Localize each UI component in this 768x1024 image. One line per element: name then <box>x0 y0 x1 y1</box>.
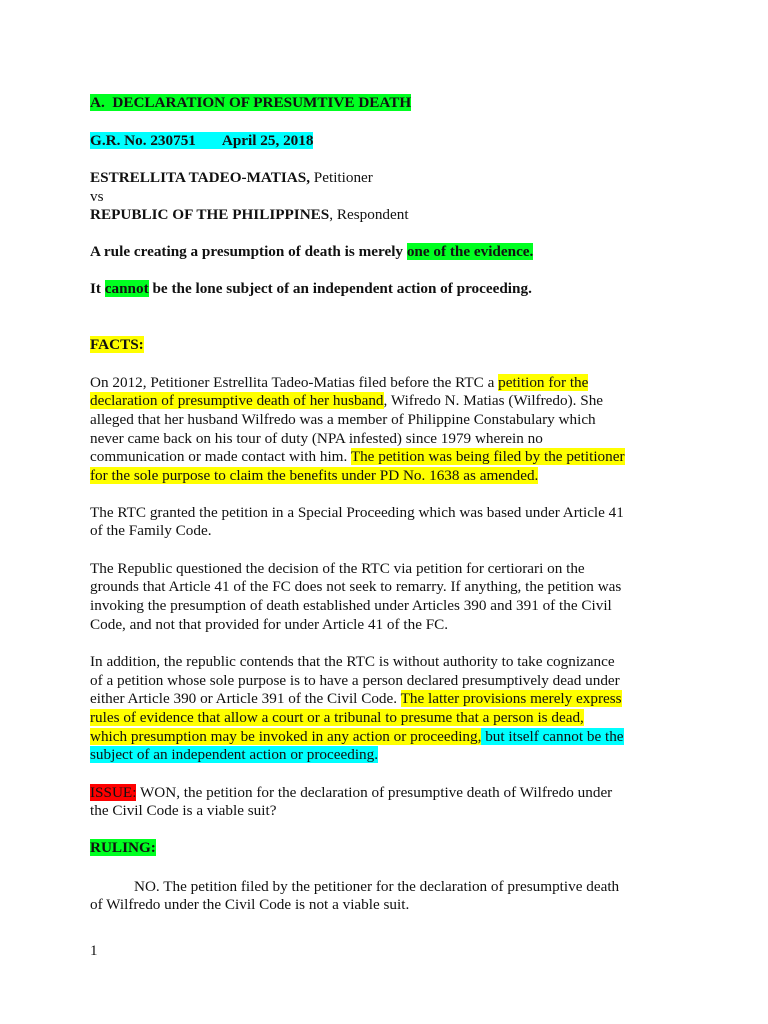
rule-statement-2: It cannot be the lone subject of an independent action of proceeding. <box>90 280 532 297</box>
respondent-line <box>90 205 409 224</box>
respondent-name: REPUBLIC OF THE PHILIPPINES <box>90 206 330 223</box>
ruling-heading: RULING: <box>90 839 156 856</box>
petitioner-name: ESTRELLITA TADEO-MATIAS, <box>90 169 310 186</box>
petitioner-role: Petitioner <box>310 169 373 186</box>
rule-highlight-cannot: cannot <box>104 280 149 297</box>
section-title <box>90 93 411 112</box>
rule-highlight-evidence: one of the evidence. <box>406 243 534 260</box>
rule-statement-1: A rule creating a presumption of death is merely one of the evidence. <box>90 243 534 260</box>
respondent-role: , Respondent <box>329 206 409 223</box>
section-title-highlight: A. DECLARATION OF PRESUMTIVE DEATH <box>90 94 412 111</box>
facts-heading: FACTS: <box>90 336 144 353</box>
page-number: 1 <box>90 943 98 959</box>
document-page: A. DECLARATION OF PRESUMTIVE DEATH G.R. No. 230751 April 25, 2018 ESTRELLITA TADEO-MATIAS, Petitioner vs REPUBLIC OF THE PHILIPPINES, Respondent A rule creating a presumption of death is merely one of the evidence. It cannot be the lone subject of an independent action of proceeding. FACTS: On 2012, Petitioner Estrellita Tadeo-Matias filed before the RTC a petition for the declaration of presumptive death of her husband, Wifredo N. Matias (Wilfredo). She alleged that her husband Wilfredo was a member of Philippine Constabulary which never came back on his tour of duty (NPA infested) since 1979 wherein no communication or made contact with him. The petition was being filed by the petitioner for the sole purpose to claim the benefits under PD No. 1638 as amended. The RTC granted the petition in a Special Proceeding which was based under Article 41 of the Family Code. The Republic questioned the decision of the RTC via petition for certiorari on the grounds that Article 41 of the FC does not seek to remarry. If anything, the petition was invoking the presumption of death established under Articles 390 and 391 of the Civil Code, and not that provided for under Article 41 of the FC. In addition, the republic contends that the RTC is without authority to take cognizance of a petition whose sole purpose is to have a person declared presumptively dead under either Article 390 or Article 391 of the Civil Code. The latter provisions merely express rules of evidence that allow a court or a tribunal to presume that a person is dead, which presumption may be invoked in any action or proceeding, but itself cannot be the subject of an independent action or proceeding. ISSUE: WON, the petition for the declaration of presumptive death of Wilfredo under the Civil Code is a viable suit? RULING: NO. The petition filed by the petitioner for the declaration of presumptive death of Wilfredo under the Civil Code is not a viable suit. 1 <box>90 94 625 959</box>
case-number <box>90 131 313 150</box>
case-number-highlight: G.R. No. 230751 April 25, 2018 <box>90 132 314 149</box>
petitioner-line <box>90 168 373 187</box>
versus: vs <box>90 188 104 205</box>
issue-label: ISSUE: <box>90 784 137 801</box>
